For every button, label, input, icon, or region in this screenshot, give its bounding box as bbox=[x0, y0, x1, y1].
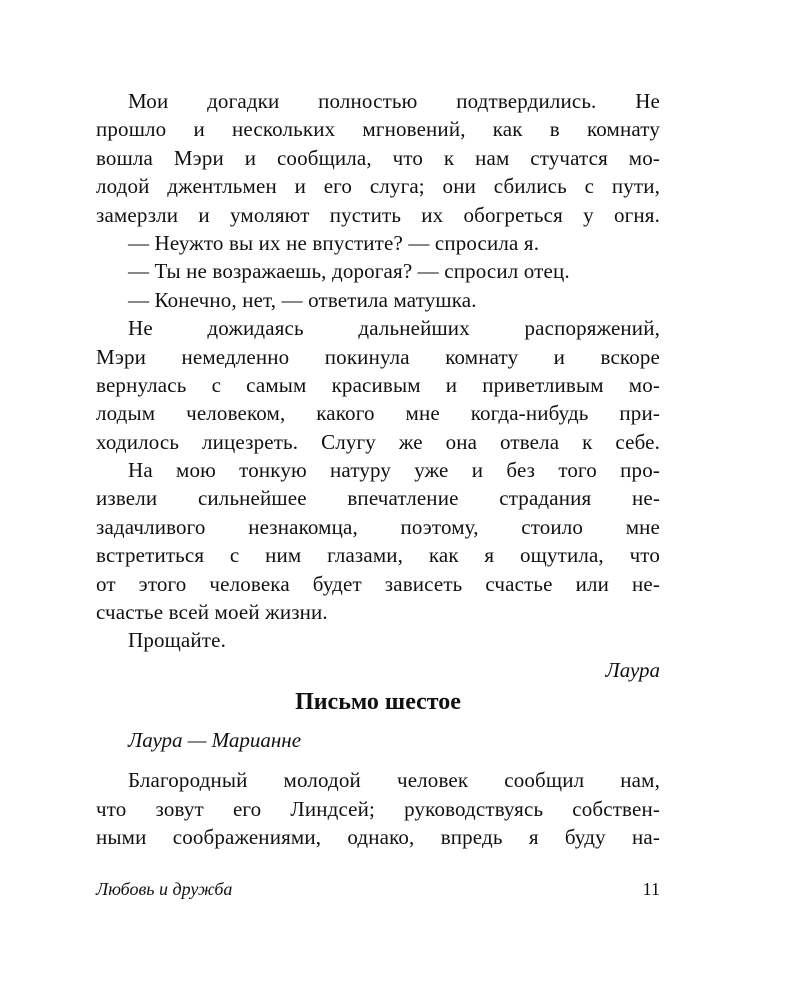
text-line: лодым человеком, какого мне когда-нибудь при- bbox=[96, 401, 660, 426]
text-line: На мою тонкую натуру уже и без того про- bbox=[128, 458, 660, 483]
text-line: ходилось лицезреть. Слугу же она отвела к себе. bbox=[96, 429, 660, 454]
text-line: замерзли и умоляют пустить их обогреться у огня. bbox=[96, 202, 660, 227]
text-line: вошла Мэри и сообщила, что к нам стучатся мо- bbox=[96, 145, 660, 170]
text-line: извели сильнейшее впечатление страдания не- bbox=[96, 486, 660, 511]
letter-subheading: Лаура — Марианне bbox=[128, 728, 302, 753]
text-line: Мэри немедленно покинула комнату и вскоре bbox=[96, 344, 660, 369]
running-title: Любовь и дружба bbox=[96, 879, 233, 899]
paragraph-stranger bbox=[96, 314, 660, 456]
signature: Лаура bbox=[605, 657, 660, 682]
text-line: Мои догадки полностью подтвердились. Не bbox=[128, 89, 660, 113]
paragraph-arrival bbox=[96, 87, 660, 229]
paragraph-lindsay bbox=[96, 766, 660, 851]
page-footer bbox=[96, 877, 660, 901]
dialogue-line: — Ты не возражаешь, дорогая? — спросил отец. bbox=[128, 259, 570, 284]
dialogue bbox=[96, 229, 660, 314]
page-body bbox=[96, 87, 660, 851]
text-line: ными соображениями, однако, впредь я буду на- bbox=[96, 824, 660, 849]
text-line: вернулась с самым красивым и приветливым мо- bbox=[96, 372, 660, 397]
letter-heading: Письмо шестое bbox=[295, 689, 461, 716]
text-line: прошло и нескольких мгновений, как в комнату bbox=[96, 117, 660, 142]
page-number: 11 bbox=[642, 879, 660, 899]
dialogue-line: — Конечно, нет, — ответила матушка. bbox=[128, 287, 477, 312]
text-line: лодой джентльмен и его слуга; они сбились с пути, bbox=[96, 174, 660, 199]
paragraph-impression bbox=[96, 456, 660, 626]
farewell: Прощайте. bbox=[128, 628, 226, 653]
text-line: встретиться с ним глазами, как я ощутила, что bbox=[96, 543, 660, 568]
text-line: что зовут его Линдсей; руководствуясь собствен- bbox=[96, 796, 660, 821]
text-line: Благородный молодой человек сообщил нам, bbox=[128, 768, 660, 793]
text-line: счастье всей моей жизни. bbox=[96, 600, 328, 625]
text-line: задачливого незнакомца, поэтому, стоило мне bbox=[96, 514, 660, 539]
text-line: Не дожидаясь дальнейших распоряжений, bbox=[128, 316, 660, 341]
dialogue-line: — Неужто вы их не впустите? — спросила я. bbox=[128, 230, 540, 255]
text-line: от этого человека будет зависеть счастье или не- bbox=[96, 571, 660, 596]
